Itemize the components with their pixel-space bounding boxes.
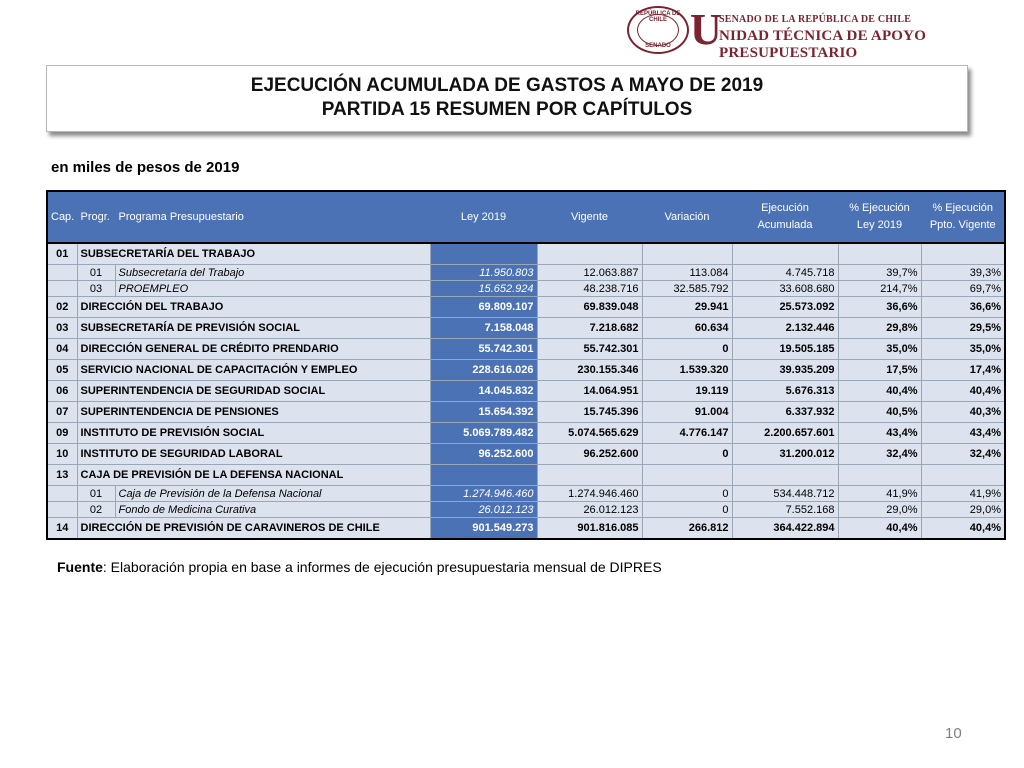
page-number: 10 bbox=[945, 725, 962, 742]
header-pct-ley bbox=[838, 191, 921, 243]
cell-pct-ley: 214,7% bbox=[838, 281, 921, 297]
cell-name: INSTITUTO DE PREVISIÓN SOCIAL bbox=[77, 423, 430, 444]
cell-progr: 03 bbox=[77, 281, 115, 297]
cell-cap: 06 bbox=[47, 381, 77, 402]
cell-cap: 01 bbox=[47, 243, 77, 265]
header-vigente: Vigente bbox=[537, 191, 642, 243]
cell-name: Subsecretaría del Trabajo bbox=[115, 265, 430, 281]
cell-ley: 15.652.924 bbox=[430, 281, 537, 297]
budget-table bbox=[46, 190, 1006, 540]
logo-line-1: SENADO DE LA REPÚBLICA DE CHILE bbox=[719, 14, 912, 25]
cell-ejecucion: 33.608.680 bbox=[732, 281, 838, 297]
cell-variacion: 266.812 bbox=[642, 518, 732, 540]
cell-cap: 07 bbox=[47, 402, 77, 423]
cell-vigente: 1.274.946.460 bbox=[537, 486, 642, 502]
cell-ley: 15.654.392 bbox=[430, 402, 537, 423]
cell-cap: 10 bbox=[47, 444, 77, 465]
cell-pct-vig bbox=[921, 465, 1005, 486]
cell-vigente: 14.064.951 bbox=[537, 381, 642, 402]
cell-ley: 69.809.107 bbox=[430, 297, 537, 318]
cell-ejecucion: 31.200.012 bbox=[732, 444, 838, 465]
table-row bbox=[47, 281, 1005, 297]
cell-vigente: 7.218.682 bbox=[537, 318, 642, 339]
page-title: EJECUCIÓN ACUMULADA DE GASTOS A MAYO DE 2019 bbox=[250, 75, 764, 96]
cell-variacion: 1.539.320 bbox=[642, 360, 732, 381]
cell-vigente: 96.252.600 bbox=[537, 444, 642, 465]
cell-pct-ley: 35,0% bbox=[838, 339, 921, 360]
header-ley: Ley 2019 bbox=[430, 191, 537, 243]
cell-ley bbox=[430, 465, 537, 486]
cell-pct-ley bbox=[838, 465, 921, 486]
cell-pct-vig: 29,0% bbox=[921, 502, 1005, 518]
table-row bbox=[47, 423, 1005, 444]
cell-pct-vig: 40,4% bbox=[921, 381, 1005, 402]
cell-cap: 03 bbox=[47, 318, 77, 339]
table-row bbox=[47, 265, 1005, 281]
cell-variacion: 32.585.792 bbox=[642, 281, 732, 297]
cell-name: CAJA DE PREVISIÓN DE LA DEFENSA NACIONAL bbox=[77, 465, 430, 486]
cell-cap: 02 bbox=[47, 297, 77, 318]
cell-pct-ley: 40,4% bbox=[838, 518, 921, 540]
cell-name: DIRECCIÓN DEL TRABAJO bbox=[77, 297, 430, 318]
cell-pct-ley: 17,5% bbox=[838, 360, 921, 381]
cell-pct-ley: 40,5% bbox=[838, 402, 921, 423]
cell-name: SERVICIO NACIONAL DE CAPACITACIÓN Y EMPLEO bbox=[77, 360, 430, 381]
cell-ejecucion: 19.505.185 bbox=[732, 339, 838, 360]
cell-pct-ley: 29,8% bbox=[838, 318, 921, 339]
table-row bbox=[47, 402, 1005, 423]
cell-pct-vig: 41,9% bbox=[921, 486, 1005, 502]
cell-pct-vig: 69,7% bbox=[921, 281, 1005, 297]
cell-pct-ley: 40,4% bbox=[838, 381, 921, 402]
cell-variacion: 0 bbox=[642, 502, 732, 518]
cell-cap bbox=[47, 486, 77, 502]
cell-vigente: 69.839.048 bbox=[537, 297, 642, 318]
cell-ejecucion: 2.132.446 bbox=[732, 318, 838, 339]
table-row bbox=[47, 360, 1005, 381]
seal-top-text: REPÚBLICA DE CHILE bbox=[635, 11, 681, 23]
source-label: Fuente bbox=[57, 559, 103, 575]
cell-vigente: 5.074.565.629 bbox=[537, 423, 642, 444]
header-ejecucion-line2: Acumulada bbox=[757, 219, 813, 231]
source-note bbox=[57, 559, 662, 575]
cell-ley: 901.549.273 bbox=[430, 518, 537, 540]
cell-variacion bbox=[642, 243, 732, 265]
table-row bbox=[47, 502, 1005, 518]
cell-pct-vig: 32,4% bbox=[921, 444, 1005, 465]
table-row bbox=[47, 518, 1005, 540]
cell-progr: 02 bbox=[77, 502, 115, 518]
cell-progr: 01 bbox=[77, 265, 115, 281]
cell-variacion: 0 bbox=[642, 444, 732, 465]
cell-variacion: 29.941 bbox=[642, 297, 732, 318]
cell-ley bbox=[430, 243, 537, 265]
header-pct-vigente bbox=[921, 191, 1005, 243]
cell-vigente: 901.816.085 bbox=[537, 518, 642, 540]
cell-variacion: 19.119 bbox=[642, 381, 732, 402]
cell-name: SUPERINTENDENCIA DE PENSIONES bbox=[77, 402, 430, 423]
cell-cap: 04 bbox=[47, 339, 77, 360]
cell-pct-ley bbox=[838, 243, 921, 265]
table-body bbox=[47, 243, 1005, 539]
header-pct-vig-line2: Ppto. Vigente bbox=[929, 219, 996, 231]
table-row bbox=[47, 243, 1005, 265]
cell-vigente: 12.063.887 bbox=[537, 265, 642, 281]
cell-ley: 14.045.832 bbox=[430, 381, 537, 402]
cell-cap: 14 bbox=[47, 518, 77, 540]
cell-name: SUBSECRETARÍA DE PREVISIÓN SOCIAL bbox=[77, 318, 430, 339]
header-pct-ley-line1: % Ejecución bbox=[849, 202, 910, 214]
table-row bbox=[47, 339, 1005, 360]
table-row bbox=[47, 486, 1005, 502]
cell-ley: 5.069.789.482 bbox=[430, 423, 537, 444]
table-header bbox=[47, 191, 1005, 243]
cell-name: SUBSECRETARÍA DEL TRABAJO bbox=[77, 243, 430, 265]
cell-vigente: 55.742.301 bbox=[537, 339, 642, 360]
cell-pct-vig: 40,4% bbox=[921, 518, 1005, 540]
header-ejecucion-line1: Ejecución bbox=[761, 202, 809, 214]
cell-cap bbox=[47, 502, 77, 518]
table-row bbox=[47, 318, 1005, 339]
cell-pct-vig: 17,4% bbox=[921, 360, 1005, 381]
cell-cap: 09 bbox=[47, 423, 77, 444]
cell-ley: 55.742.301 bbox=[430, 339, 537, 360]
cell-variacion: 0 bbox=[642, 339, 732, 360]
cell-ejecucion bbox=[732, 465, 838, 486]
table-row bbox=[47, 465, 1005, 486]
cell-ley: 11.950.803 bbox=[430, 265, 537, 281]
cell-pct-ley: 41,9% bbox=[838, 486, 921, 502]
cell-name: Fondo de Medicina Curativa bbox=[115, 502, 430, 518]
cell-cap bbox=[47, 265, 77, 281]
senate-seal-logo bbox=[627, 6, 689, 54]
cell-ejecucion: 4.745.718 bbox=[732, 265, 838, 281]
cell-ley: 26.012.123 bbox=[430, 502, 537, 518]
cell-variacion: 91.004 bbox=[642, 402, 732, 423]
cell-pct-vig: 29,5% bbox=[921, 318, 1005, 339]
cell-pct-ley: 39,7% bbox=[838, 265, 921, 281]
cell-variacion: 0 bbox=[642, 486, 732, 502]
cell-pct-vig: 36,6% bbox=[921, 297, 1005, 318]
cell-vigente bbox=[537, 243, 642, 265]
cell-ejecucion: 39.935.209 bbox=[732, 360, 838, 381]
table-row bbox=[47, 297, 1005, 318]
logo-line-2: NIDAD TÉCNICA DE APOYO PRESUPUESTARIO bbox=[719, 28, 927, 61]
cell-ejecucion: 534.448.712 bbox=[732, 486, 838, 502]
cell-variacion bbox=[642, 465, 732, 486]
logo-letter: U bbox=[690, 5, 722, 54]
header-pct-ley-line2: Ley 2019 bbox=[856, 219, 903, 231]
source-text: : Elaboración propia en base a informes de ejecución presupuestaria mensual de DIPRES bbox=[102, 559, 662, 575]
cell-pct-vig: 39,3% bbox=[921, 265, 1005, 281]
cell-ejecucion: 7.552.168 bbox=[732, 502, 838, 518]
cell-cap: 13 bbox=[47, 465, 77, 486]
cell-ley: 1.274.946.460 bbox=[430, 486, 537, 502]
cell-pct-vig bbox=[921, 243, 1005, 265]
cell-cap bbox=[47, 281, 77, 297]
seal-bottom-text: SENADO bbox=[645, 43, 671, 49]
cell-ejecucion: 6.337.932 bbox=[732, 402, 838, 423]
cell-ejecucion: 2.200.657.601 bbox=[732, 423, 838, 444]
cell-pct-vig: 40,3% bbox=[921, 402, 1005, 423]
cell-variacion: 113.084 bbox=[642, 265, 732, 281]
cell-variacion: 4.776.147 bbox=[642, 423, 732, 444]
title-box bbox=[46, 65, 968, 132]
cell-pct-ley: 32,4% bbox=[838, 444, 921, 465]
cell-ejecucion: 25.573.092 bbox=[732, 297, 838, 318]
units-note: en miles de pesos de 2019 bbox=[51, 159, 240, 176]
cell-pct-vig: 43,4% bbox=[921, 423, 1005, 444]
header-pct-vig-line1: % Ejecución bbox=[932, 202, 994, 214]
cell-vigente bbox=[537, 465, 642, 486]
cell-name: Caja de Previsión de la Defensa Nacional bbox=[115, 486, 430, 502]
cell-pct-ley: 29,0% bbox=[838, 502, 921, 518]
cell-vigente: 230.155.346 bbox=[537, 360, 642, 381]
header-programa: Programa Presupuestario bbox=[115, 191, 430, 243]
cell-name: DIRECCIÓN DE PREVISIÓN DE CARAVINEROS DE CHILE bbox=[77, 518, 430, 540]
table-row bbox=[47, 444, 1005, 465]
header-ejecucion bbox=[732, 191, 838, 243]
page-subtitle: PARTIDA 15 RESUMEN POR CAPÍTULOS bbox=[321, 99, 693, 120]
cell-cap: 05 bbox=[47, 360, 77, 381]
cell-vigente: 26.012.123 bbox=[537, 502, 642, 518]
cell-ley: 7.158.048 bbox=[430, 318, 537, 339]
cell-variacion: 60.634 bbox=[642, 318, 732, 339]
cell-pct-ley: 43,4% bbox=[838, 423, 921, 444]
cell-ejecucion: 364.422.894 bbox=[732, 518, 838, 540]
cell-name: PROEMPLEO bbox=[115, 281, 430, 297]
cell-vigente: 15.745.396 bbox=[537, 402, 642, 423]
cell-name: INSTITUTO DE SEGURIDAD LABORAL bbox=[77, 444, 430, 465]
cell-vigente: 48.238.716 bbox=[537, 281, 642, 297]
cell-name: DIRECCIÓN GENERAL DE CRÉDITO PRENDARIO bbox=[77, 339, 430, 360]
cell-progr: 01 bbox=[77, 486, 115, 502]
cell-ejecucion: 5.676.313 bbox=[732, 381, 838, 402]
header-progr: Progr. bbox=[77, 191, 115, 243]
cell-ley: 228.616.026 bbox=[430, 360, 537, 381]
cell-pct-vig: 35,0% bbox=[921, 339, 1005, 360]
cell-ley: 96.252.600 bbox=[430, 444, 537, 465]
cell-pct-ley: 36,6% bbox=[838, 297, 921, 318]
header-cap: Cap. bbox=[47, 191, 77, 243]
table-row bbox=[47, 381, 1005, 402]
header-variacion: Variación bbox=[642, 191, 732, 243]
cell-name: SUPERINTENDENCIA DE SEGURIDAD SOCIAL bbox=[77, 381, 430, 402]
cell-ejecucion bbox=[732, 243, 838, 265]
